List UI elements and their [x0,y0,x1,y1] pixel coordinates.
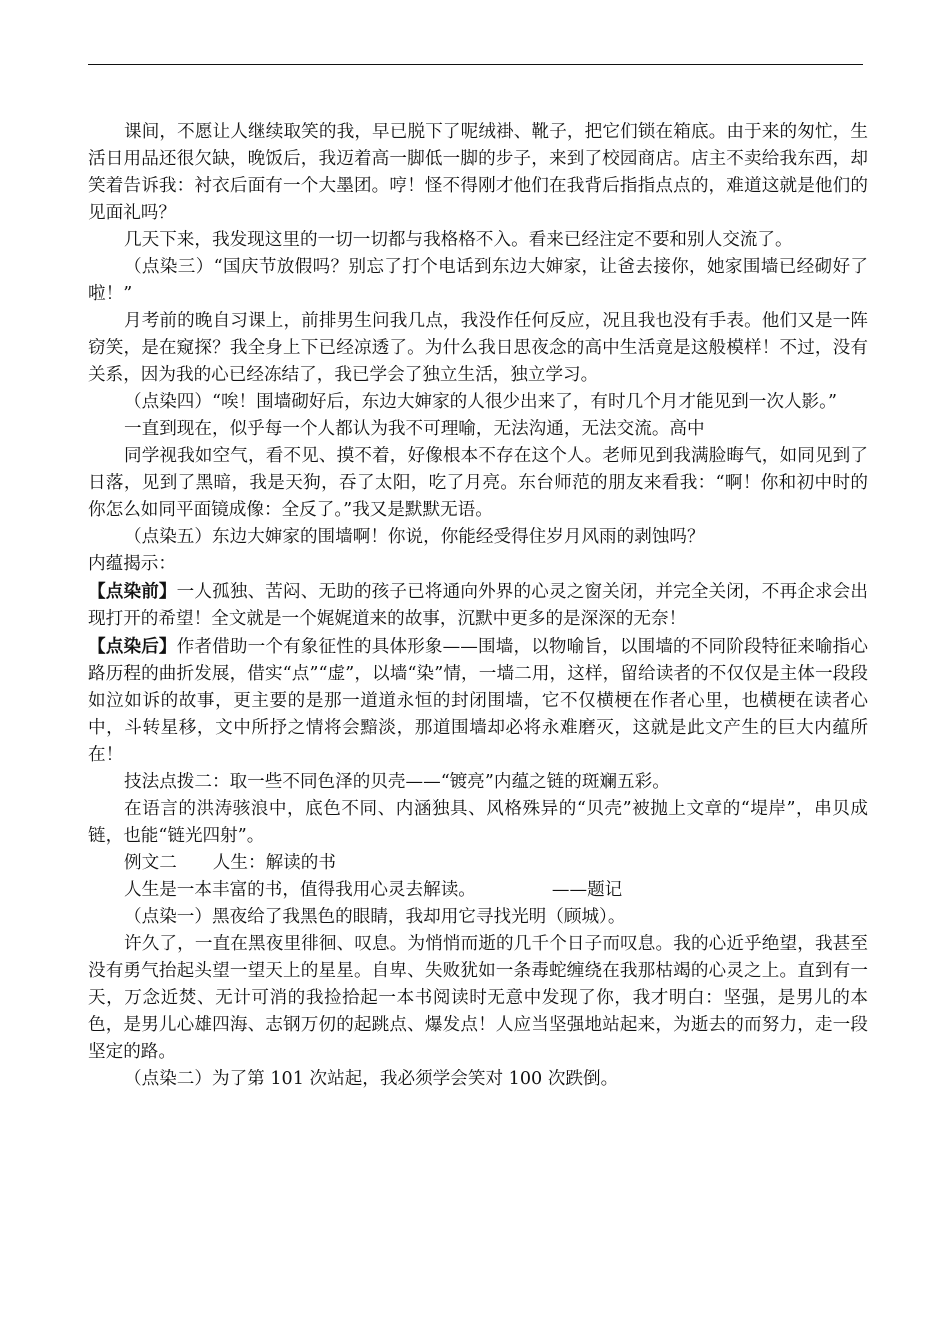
paragraph-text: 一人孤独、苦闷、无助的孩子已将通向外界的心灵之窗关闭，并完全关闭，不再企求会出现打开的希望！全文就是一个娓娓道来的故事，沉默中更多的是深深的无奈！ [88,582,868,629]
header-rule [88,64,863,65]
epigraph-text: 人生是一本丰富的书，值得我用心灵去解读。 [124,880,476,900]
paragraph: 课间，不愿让人继续取笑的我，早已脱下了呢绒褂、靴子，把它们锁在箱底。由于来的匆忙，生活日用品还很欠缺，晚饭后，我迈着高一脚低一脚的步子，来到了校园商店。店主不卖给我东西，却笑着告诉我：衬衣后面有一个大墨团。哼！怪不得刚才他们在我背后指指点点的，难道这就是他们的见面礼吗？ [88,122,868,223]
example-label: 例文二 [124,853,177,873]
tag-label: 【点染前】 [88,581,177,602]
paragraph: （点染五）东边大婶家的围墙啊！你说，你能经受得住岁月风雨的剥蚀吗？ [124,527,705,547]
paragraph: 几天下来，我发现这里的一切一切都与我格格不入。看来已经注定不要和别人交流了。 [124,230,793,250]
epigraph [88,877,868,904]
example-title: 人生：解读的书 [212,853,336,873]
paragraph: 技法点拨二：取一些不同色泽的贝壳——“镀亮”内蕴之链的斑斓五彩。 [124,772,670,792]
paragraph: （点染三）“国庆节放假吗？别忘了打个电话到东边大婶家，让爸去接你，她家围墙已经砌好了啦！” [88,257,868,304]
paragraph [88,633,868,769]
epigraph-source: ——题记 [551,880,623,900]
paragraph: 一直到现在，似乎每一个人都认为我不可理喻，无法沟通，无法交流。高中 [124,419,705,439]
paragraph: 同学视我如空气，看不见、摸不着，好像根本不存在这个人。老师见到我满脸晦气，如同见到了日落，见到了黑暗，我是天狗，吞了太阳，吃了月亮。东台师范的朋友来看我：“啊！你和初中时的你怎么如同平面镜成像：全反了。”我又是默默无语。 [88,446,868,520]
paragraph [88,578,868,633]
paragraph: （点染一）黑夜给了我黑色的眼睛，我却用它寻找光明（顾城）。 [124,907,626,927]
section-heading: 内蕴揭示： [88,554,176,574]
paragraph: （点染四）“唉！围墙砌好后，东边大婶家的人很少出来了，有时几个月才能见到一次人影。” [124,392,837,412]
paragraph: （点染二）为了第 101 次站起，我必须学会笑对 100 次跌倒。 [124,1069,619,1089]
paragraph: 在语言的洪涛骇浪中，底色不同、内涵独具、风格殊异的“贝壳”被抛上文章的“堤岸”，串贝成链，也能“链光四射”。 [88,799,868,846]
example-heading [88,850,868,877]
paragraph: 许久了，一直在黑夜里徘徊、叹息。为悄悄而逝的几千个日子而叹息。我的心近乎绝望，我甚至没有勇气抬起头望一望天上的星星。自卑、失败犹如一条毒蛇缠绕在我那枯竭的心灵之上。直到有一天，万念近焚、无计可消的我捡拾起一本书阅读时无意中发现了你，我才明白：坚强，是男儿的本色，是男儿心雄四海、志钢万仞的起跳点、爆发点！人应当坚强地站起来，为逝去的而努力，走一段坚定的路。 [88,934,868,1062]
paragraph-text: 作者借助一个有象征性的具体形象——围墙，以物喻旨，以围墙的不同阶段特征来喻指心路历程的曲折发展，借实“点”“虚”，以墙“染”情，一墙二用，这样，留给读者的不仅仅是主体一段段如泣如诉的故事，更主要的是那一道道永恒的封闭围墙，它不仅横梗在作者心里，也横梗在读者心中，斗转星移，文中所抒之情将会黯淡，那道围墙却必将永难磨灭，这就是此文产生的巨大内蕴所在！ [88,637,868,765]
tag-label: 【点染后】 [88,636,177,657]
paragraph: 月考前的晚自习课上，前排男生问我几点，我没作任何反应，况且我也没有手表。他们又是一阵窃笑，是在窥探？我全身上下已经凉透了。为什么我日思夜念的高中生活竟是这般模样！不过，没有关系，因为我的心已经冻结了，我已学会了独立生活，独立学习。 [88,311,868,385]
document-body [88,119,868,1093]
